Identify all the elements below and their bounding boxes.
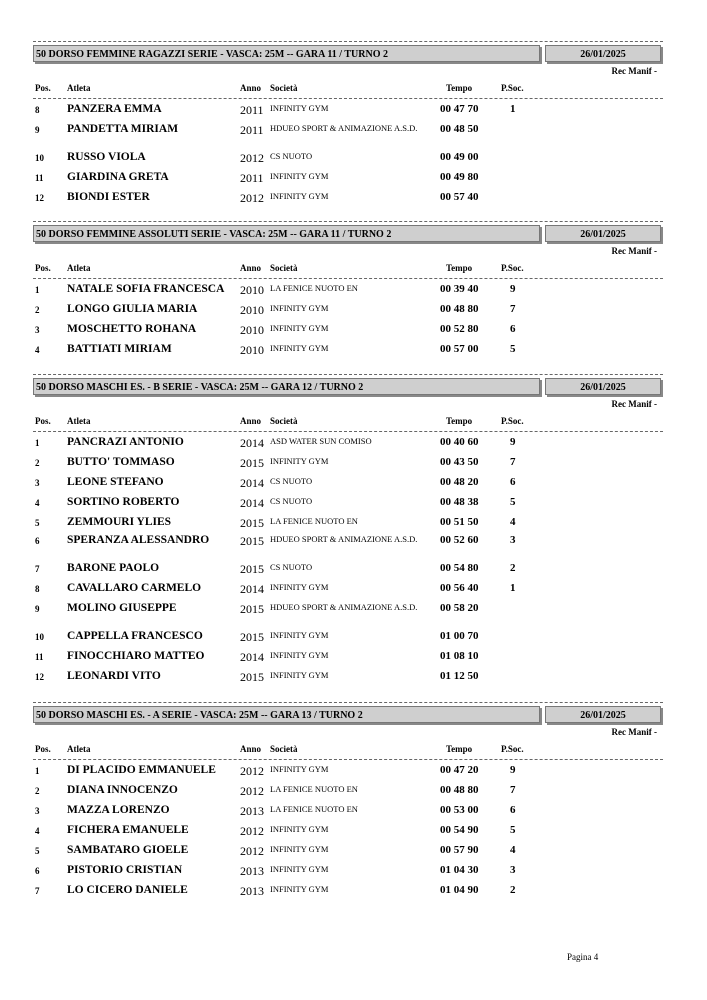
race-time: 00 48 20 bbox=[440, 476, 479, 488]
event-title: 50 DORSO FEMMINE ASSOLUTI SERIE - VASCA: 25M -- GARA 11 / TURNO 2 bbox=[33, 225, 540, 242]
position: 12 bbox=[35, 672, 44, 682]
club-name: INFINITY GYM bbox=[270, 864, 329, 874]
col-psoc: P.Soc. bbox=[501, 83, 524, 93]
race-time: 00 49 00 bbox=[440, 151, 479, 163]
col-anno: Anno bbox=[240, 744, 262, 754]
rec-manif-label: Rec Manif - bbox=[611, 66, 657, 76]
col-societa: Società bbox=[270, 263, 298, 273]
result-row bbox=[33, 496, 663, 516]
club-name: LA FENICE NUOTO EN bbox=[270, 804, 358, 814]
position: 6 bbox=[35, 536, 40, 546]
birth-year: 2010 bbox=[240, 343, 264, 357]
club-name: CS NUOTO bbox=[270, 562, 313, 572]
col-psoc: P.Soc. bbox=[501, 416, 524, 426]
col-tempo: Tempo bbox=[446, 744, 473, 754]
rec-manif-label: Rec Manif - bbox=[611, 399, 657, 409]
club-name: HDUEO SPORT & ANIMAZIONE A.S.D. bbox=[270, 602, 418, 612]
col-atleta: Atleta bbox=[67, 416, 91, 426]
race-time: 00 52 80 bbox=[440, 323, 479, 335]
birth-year: 2015 bbox=[240, 670, 264, 684]
col-psoc: P.Soc. bbox=[501, 744, 524, 754]
position: 1 bbox=[35, 438, 40, 448]
col-societa: Società bbox=[270, 744, 298, 754]
race-time: 00 40 60 bbox=[440, 436, 479, 448]
result-row bbox=[33, 516, 663, 536]
column-headers bbox=[33, 83, 663, 95]
race-time: 01 04 90 bbox=[440, 884, 479, 896]
race-time: 00 48 80 bbox=[440, 784, 479, 796]
athlete-name: LEONE STEFANO bbox=[67, 476, 164, 488]
result-row bbox=[33, 670, 663, 690]
position: 10 bbox=[35, 632, 44, 642]
result-row bbox=[33, 534, 663, 554]
birth-year: 2012 bbox=[240, 764, 264, 778]
birth-year: 2012 bbox=[240, 191, 264, 205]
position: 11 bbox=[35, 652, 44, 662]
position: 7 bbox=[35, 886, 40, 896]
birth-year: 2015 bbox=[240, 456, 264, 470]
birth-year: 2014 bbox=[240, 476, 264, 490]
club-name: INFINITY GYM bbox=[270, 884, 329, 894]
rec-manif-label: Rec Manif - bbox=[611, 246, 657, 256]
athlete-name: BATTIATI MIRIAM bbox=[67, 343, 172, 355]
divider bbox=[33, 759, 663, 760]
birth-year: 2015 bbox=[240, 602, 264, 616]
club-points: 6 bbox=[510, 323, 516, 335]
event-date: 26/01/2025 bbox=[545, 225, 661, 242]
club-name: CS NUOTO bbox=[270, 476, 313, 486]
athlete-name: ZEMMOURI YLIES bbox=[67, 516, 172, 528]
column-headers bbox=[33, 263, 663, 275]
col-atleta: Atleta bbox=[67, 744, 91, 754]
divider bbox=[33, 431, 663, 432]
club-points: 1 bbox=[510, 103, 516, 115]
athlete-name: BARONE PAOLO bbox=[67, 562, 160, 574]
birth-year: 2012 bbox=[240, 844, 264, 858]
race-time: 00 48 38 bbox=[440, 496, 479, 508]
race-time: 00 48 80 bbox=[440, 303, 479, 315]
col-anno: Anno bbox=[240, 416, 262, 426]
birth-year: 2012 bbox=[240, 784, 264, 798]
club-points: 1 bbox=[510, 582, 516, 594]
event-title: 50 DORSO MASCHI ES. - A SERIE - VASCA: 25M -- GARA 13 / TURNO 2 bbox=[33, 706, 540, 723]
position: 11 bbox=[35, 173, 44, 183]
race-time: 00 58 20 bbox=[440, 602, 479, 614]
club-points: 2 bbox=[510, 884, 516, 896]
result-row bbox=[33, 650, 663, 670]
birth-year: 2010 bbox=[240, 323, 264, 337]
result-row bbox=[33, 456, 663, 476]
event-date: 26/01/2025 bbox=[545, 378, 661, 395]
position: 6 bbox=[35, 866, 40, 876]
position: 4 bbox=[35, 345, 40, 355]
result-row bbox=[33, 123, 663, 143]
athlete-name: CAVALLARO CARMELO bbox=[67, 582, 202, 594]
athlete-name: MOLINO GIUSEPPE bbox=[67, 602, 177, 614]
birth-year: 2012 bbox=[240, 824, 264, 838]
birth-year: 2010 bbox=[240, 303, 264, 317]
club-name: INFINITY GYM bbox=[270, 191, 329, 201]
result-row bbox=[33, 343, 663, 363]
athlete-name: NATALE SOFIA FRANCESCA bbox=[67, 283, 225, 295]
athlete-name: BIONDI ESTER bbox=[67, 191, 150, 203]
race-time: 00 53 00 bbox=[440, 804, 479, 816]
col-anno: Anno bbox=[240, 83, 262, 93]
event-date: 26/01/2025 bbox=[545, 706, 661, 723]
result-row bbox=[33, 323, 663, 343]
club-name: INFINITY GYM bbox=[270, 670, 329, 680]
result-row bbox=[33, 864, 663, 884]
birth-year: 2014 bbox=[240, 496, 264, 510]
position: 2 bbox=[35, 305, 40, 315]
divider bbox=[33, 221, 663, 222]
race-time: 00 56 40 bbox=[440, 582, 479, 594]
club-name: INFINITY GYM bbox=[270, 582, 329, 592]
result-row bbox=[33, 103, 663, 123]
birth-year: 2015 bbox=[240, 516, 264, 530]
position: 12 bbox=[35, 193, 44, 203]
column-headers bbox=[33, 744, 663, 756]
result-row bbox=[33, 582, 663, 602]
birth-year: 2013 bbox=[240, 804, 264, 818]
position: 8 bbox=[35, 584, 40, 594]
race-time: 00 54 80 bbox=[440, 562, 479, 574]
athlete-name: MAZZA LORENZO bbox=[67, 804, 170, 816]
birth-year: 2013 bbox=[240, 864, 264, 878]
race-time: 00 47 70 bbox=[440, 103, 479, 115]
birth-year: 2014 bbox=[240, 436, 264, 450]
result-row bbox=[33, 764, 663, 784]
rec-manif-label: Rec Manif - bbox=[611, 727, 657, 737]
divider bbox=[33, 41, 663, 42]
result-row bbox=[33, 844, 663, 864]
athlete-name: MOSCHETTO ROHANA bbox=[67, 323, 197, 335]
athlete-name: SPERANZA ALESSANDRO bbox=[67, 534, 210, 546]
athlete-name: CAPPELLA FRANCESCO bbox=[67, 630, 203, 642]
position: 10 bbox=[35, 153, 44, 163]
birth-year: 2015 bbox=[240, 562, 264, 576]
position: 3 bbox=[35, 325, 40, 335]
athlete-name: DI PLACIDO EMMANUELE bbox=[67, 764, 216, 776]
club-name: LA FENICE NUOTO EN bbox=[270, 516, 358, 526]
result-row bbox=[33, 824, 663, 844]
race-time: 01 08 10 bbox=[440, 650, 479, 662]
club-points: 7 bbox=[510, 784, 516, 796]
position: 5 bbox=[35, 846, 40, 856]
club-name: ASD WATER SUN COMISO bbox=[270, 436, 372, 446]
col-pos: Pos. bbox=[35, 83, 51, 93]
result-row bbox=[33, 151, 663, 171]
athlete-name: PANDETTA MIRIAM bbox=[67, 123, 179, 135]
club-name: CS NUOTO bbox=[270, 151, 313, 161]
column-headers bbox=[33, 416, 663, 428]
col-psoc: P.Soc. bbox=[501, 263, 524, 273]
club-points: 9 bbox=[510, 764, 516, 776]
col-pos: Pos. bbox=[35, 416, 51, 426]
position: 2 bbox=[35, 458, 40, 468]
athlete-name: SORTINO ROBERTO bbox=[67, 496, 180, 508]
club-name: LA FENICE NUOTO EN bbox=[270, 283, 358, 293]
club-name: INFINITY GYM bbox=[270, 171, 329, 181]
athlete-name: LEONARDI VITO bbox=[67, 670, 161, 682]
club-points: 6 bbox=[510, 476, 516, 488]
position: 9 bbox=[35, 125, 40, 135]
club-points: 3 bbox=[510, 534, 516, 546]
result-row bbox=[33, 476, 663, 496]
result-row bbox=[33, 602, 663, 622]
result-row bbox=[33, 562, 663, 582]
athlete-name: LONGO GIULIA MARIA bbox=[67, 303, 198, 315]
athlete-name: DIANA INNOCENZO bbox=[67, 784, 178, 796]
col-atleta: Atleta bbox=[67, 263, 91, 273]
club-points: 9 bbox=[510, 436, 516, 448]
athlete-name: PANZERA EMMA bbox=[67, 103, 162, 115]
club-name: INFINITY GYM bbox=[270, 844, 329, 854]
athlete-name: GIARDINA GRETA bbox=[67, 171, 169, 183]
position: 2 bbox=[35, 786, 40, 796]
club-name: LA FENICE NUOTO EN bbox=[270, 784, 358, 794]
event-title: 50 DORSO FEMMINE RAGAZZI SERIE - VASCA: 25M -- GARA 11 / TURNO 2 bbox=[33, 45, 540, 62]
race-time: 00 47 20 bbox=[440, 764, 479, 776]
club-name: INFINITY GYM bbox=[270, 103, 329, 113]
position: 3 bbox=[35, 806, 40, 816]
race-time: 00 57 90 bbox=[440, 844, 479, 856]
athlete-name: FICHERA EMANUELE bbox=[67, 824, 189, 836]
club-points: 7 bbox=[510, 456, 516, 468]
birth-year: 2014 bbox=[240, 650, 264, 664]
race-time: 01 04 30 bbox=[440, 864, 479, 876]
club-points: 7 bbox=[510, 303, 516, 315]
club-points: 3 bbox=[510, 864, 516, 876]
divider bbox=[33, 374, 663, 375]
position: 3 bbox=[35, 478, 40, 488]
result-row bbox=[33, 630, 663, 650]
club-points: 6 bbox=[510, 804, 516, 816]
race-time: 00 54 90 bbox=[440, 824, 479, 836]
club-name: INFINITY GYM bbox=[270, 764, 329, 774]
birth-year: 2012 bbox=[240, 151, 264, 165]
position: 4 bbox=[35, 498, 40, 508]
birth-year: 2014 bbox=[240, 582, 264, 596]
result-row bbox=[33, 283, 663, 303]
result-row bbox=[33, 884, 663, 904]
race-time: 01 00 70 bbox=[440, 630, 479, 642]
birth-year: 2015 bbox=[240, 534, 264, 548]
result-row bbox=[33, 303, 663, 323]
club-name: HDUEO SPORT & ANIMAZIONE A.S.D. bbox=[270, 123, 418, 133]
page-number: Pagina 4 bbox=[567, 952, 599, 962]
club-name: INFINITY GYM bbox=[270, 323, 329, 333]
race-time: 00 51 50 bbox=[440, 516, 479, 528]
col-societa: Società bbox=[270, 83, 298, 93]
race-time: 00 49 80 bbox=[440, 171, 479, 183]
result-row bbox=[33, 784, 663, 804]
birth-year: 2013 bbox=[240, 884, 264, 898]
club-points: 2 bbox=[510, 562, 516, 574]
club-points: 4 bbox=[510, 844, 516, 856]
race-time: 00 43 50 bbox=[440, 456, 479, 468]
birth-year: 2015 bbox=[240, 630, 264, 644]
event-date: 26/01/2025 bbox=[545, 45, 661, 62]
col-anno: Anno bbox=[240, 263, 262, 273]
club-name: INFINITY GYM bbox=[270, 456, 329, 466]
athlete-name: FINOCCHIARO MATTEO bbox=[67, 650, 205, 662]
race-time: 00 48 50 bbox=[440, 123, 479, 135]
club-points: 5 bbox=[510, 496, 516, 508]
result-row bbox=[33, 436, 663, 456]
result-row bbox=[33, 171, 663, 191]
athlete-name: BUTTO' TOMMASO bbox=[67, 456, 175, 468]
col-societa: Società bbox=[270, 416, 298, 426]
club-points: 5 bbox=[510, 343, 516, 355]
club-name: INFINITY GYM bbox=[270, 303, 329, 313]
col-pos: Pos. bbox=[35, 263, 51, 273]
race-time: 00 57 00 bbox=[440, 343, 479, 355]
athlete-name: LO CICERO DANIELE bbox=[67, 884, 188, 896]
club-name: INFINITY GYM bbox=[270, 343, 329, 353]
divider bbox=[33, 98, 663, 99]
result-row bbox=[33, 191, 663, 211]
event-title: 50 DORSO MASCHI ES. - B SERIE - VASCA: 25M -- GARA 12 / TURNO 2 bbox=[33, 378, 540, 395]
position: 5 bbox=[35, 518, 40, 528]
col-tempo: Tempo bbox=[446, 416, 473, 426]
birth-year: 2011 bbox=[240, 171, 264, 185]
position: 7 bbox=[35, 564, 40, 574]
club-name: INFINITY GYM bbox=[270, 650, 329, 660]
birth-year: 2011 bbox=[240, 103, 264, 117]
col-tempo: Tempo bbox=[446, 83, 473, 93]
divider bbox=[33, 278, 663, 279]
club-name: INFINITY GYM bbox=[270, 630, 329, 640]
race-time: 00 57 40 bbox=[440, 191, 479, 203]
athlete-name: PISTORIO CRISTIAN bbox=[67, 864, 183, 876]
club-name: HDUEO SPORT & ANIMAZIONE A.S.D. bbox=[270, 534, 418, 544]
club-points: 4 bbox=[510, 516, 516, 528]
birth-year: 2010 bbox=[240, 283, 264, 297]
club-name: INFINITY GYM bbox=[270, 824, 329, 834]
position: 8 bbox=[35, 105, 40, 115]
race-time: 00 52 60 bbox=[440, 534, 479, 546]
divider bbox=[33, 702, 663, 703]
club-name: CS NUOTO bbox=[270, 496, 313, 506]
col-tempo: Tempo bbox=[446, 263, 473, 273]
col-pos: Pos. bbox=[35, 744, 51, 754]
club-points: 5 bbox=[510, 824, 516, 836]
athlete-name: PANCRAZI ANTONIO bbox=[67, 436, 184, 448]
race-time: 01 12 50 bbox=[440, 670, 479, 682]
athlete-name: RUSSO VIOLA bbox=[67, 151, 146, 163]
club-points: 9 bbox=[510, 283, 516, 295]
result-row bbox=[33, 804, 663, 824]
race-time: 00 39 40 bbox=[440, 283, 479, 295]
athlete-name: SAMBATARO GIOELE bbox=[67, 844, 189, 856]
position: 1 bbox=[35, 766, 40, 776]
position: 1 bbox=[35, 285, 40, 295]
birth-year: 2011 bbox=[240, 123, 264, 137]
col-atleta: Atleta bbox=[67, 83, 91, 93]
position: 9 bbox=[35, 604, 40, 614]
position: 4 bbox=[35, 826, 40, 836]
